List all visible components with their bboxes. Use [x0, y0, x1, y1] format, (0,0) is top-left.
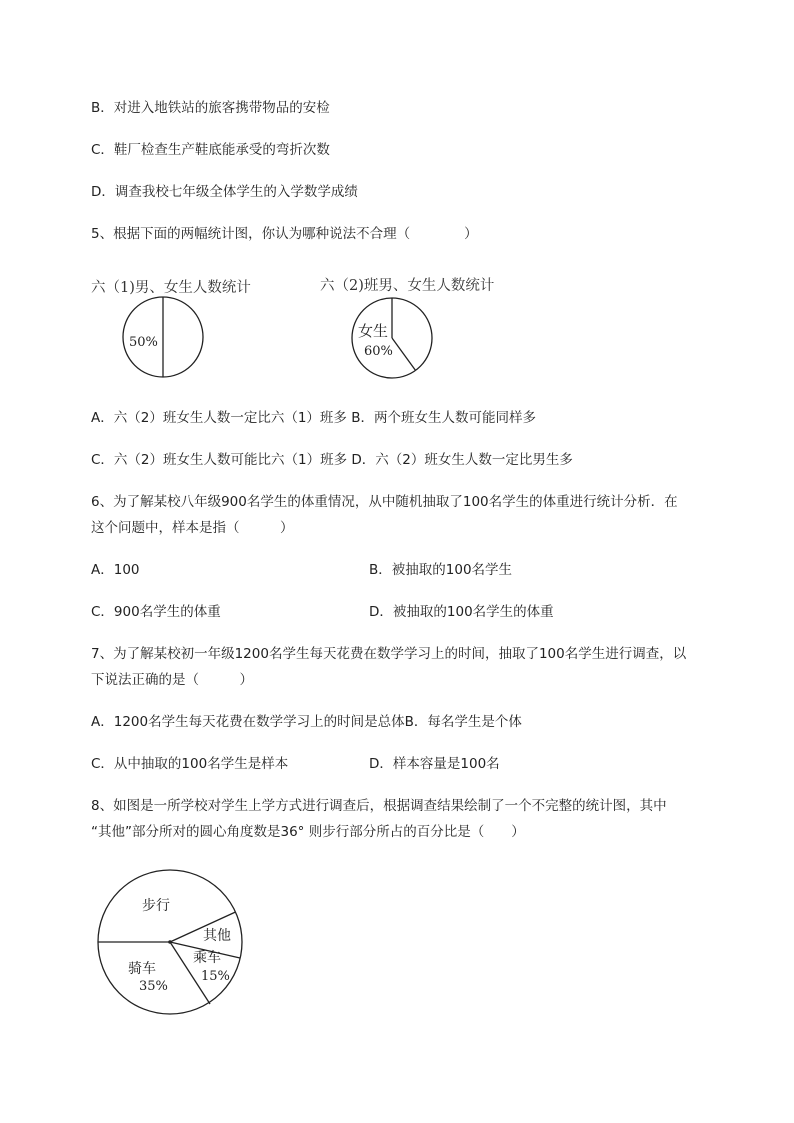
q6-option-c: C．900名学生的体重	[91, 604, 221, 620]
q6-option-row-1	[91, 560, 513, 580]
q7-option-d: D．样本容量是100名	[369, 756, 500, 772]
pie-1-label-50: 50%	[129, 335, 158, 350]
q6-option-d: D．被抽取的100名学生的体重	[369, 604, 554, 620]
pie-3-label-bike-pct: 35%	[139, 979, 168, 994]
q7-option-row-2	[91, 754, 500, 774]
pie-2-title: 六（2)班男、女生人数统计	[320, 278, 495, 294]
q6-option-a: A．100	[91, 562, 140, 578]
pie-chart-class-2	[352, 298, 432, 378]
question-8-line-1: 8、如图是一所学校对学生上学方式进行调查后，根据调查结果绘制了一个不完整的统计图，其中	[91, 798, 667, 814]
pie-3-center	[168, 940, 172, 944]
question-5: 5、根据下面的两幅统计图，你认为哪种说法不合理（ ）	[91, 226, 478, 242]
q6-option-row-2	[91, 602, 554, 622]
pie-3-label-bus: 乘车	[193, 950, 221, 966]
pie-chart-commute	[98, 870, 242, 1014]
question-6-line-1: 6、为了解某校八年级900名学生的体重情况，从中随机抽取了100名学生的体重进行统计分析．在	[91, 494, 678, 510]
pie-2-label-girls: 女生	[358, 322, 389, 340]
q5-options-ab: A．六（2）班女生人数一定比六（1）班多 B．两个班女生人数可能同样多	[91, 410, 536, 426]
q6-option-b: B．被抽取的100名学生	[369, 562, 513, 578]
pie-3-label-other: 其他	[203, 928, 231, 944]
q4-option-b: B．对进入地铁站的旅客携带物品的安检	[91, 100, 330, 116]
pie-3-label-bus-pct: 15%	[201, 969, 230, 984]
pie-2-label-60: 60%	[364, 344, 393, 359]
pie-3-label-walk: 步行	[142, 898, 170, 914]
question-6-line-2: 这个问题中，样本是指（ ）	[91, 520, 294, 536]
q7-option-c: C．从中抽取的100名学生是样本	[91, 756, 289, 772]
q7-options-ab: A．1200名学生每天花费在数学学习上的时间是总体B．每名学生是个体	[91, 714, 522, 730]
question-7-line-2: 下说法正确的是（ ）	[91, 672, 253, 688]
pie-3-label-bike: 骑车	[128, 961, 156, 977]
q4-option-c: C．鞋厂检查生产鞋底能承受的弯折次数	[91, 142, 330, 158]
question-7-line-1: 7、为了解某校初一年级1200名学生每天花费在数学学习上的时间，抽取了100名学生进行调查，以	[91, 646, 687, 662]
question-8-line-2: “其他”部分所对的圆心角度数是36° 则步行部分所占的百分比是（ ）	[91, 824, 525, 840]
pie-chart-class-1	[123, 297, 203, 377]
pie-2-radius-boundary	[392, 338, 416, 370]
q4-option-d: D．调查我校七年级全体学生的入学数学成绩	[91, 184, 358, 200]
q5-options-cd: C．六（2）班女生人数可能比六（1）班多 D．六（2）班女生人数一定比男生多	[91, 452, 573, 468]
pie-1-title: 六（1)男、女生人数统计	[91, 280, 251, 296]
